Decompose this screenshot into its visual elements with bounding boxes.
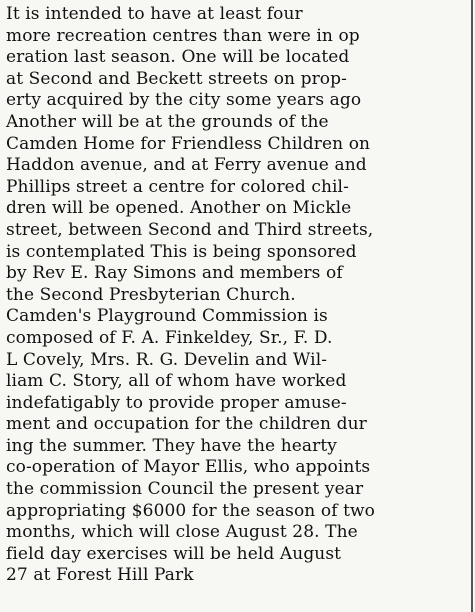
text-line: Another will be at the grounds of the bbox=[6, 111, 329, 132]
text-line: the Second Presbyterian Church. bbox=[6, 284, 296, 305]
paragraph-recreation-centres bbox=[6, 4, 466, 306]
text-line: at Second and Beckett streets on prop- bbox=[6, 68, 347, 89]
text-line: months, which will close August 28. The bbox=[6, 522, 358, 543]
text-line: by Rev E. Ray Simons and members of bbox=[6, 263, 343, 284]
text-line: It is intended to have at least four bbox=[6, 4, 303, 24]
text-line: liam C. Story, all of whom have worked bbox=[6, 371, 347, 392]
text-line: more recreation centres than were in op bbox=[6, 25, 360, 46]
paragraph-playground-commission bbox=[6, 306, 466, 587]
text-line: Phillips street a centre for colored chil- bbox=[6, 176, 349, 197]
text-line: eration last season. One will be located bbox=[6, 47, 350, 68]
text-line: ment and occupation for the children dur bbox=[6, 414, 367, 435]
text-line: composed of F. A. Finkeldey, Sr., F. D. bbox=[6, 327, 333, 348]
text-line: field day exercises will be held August bbox=[6, 543, 342, 564]
text-line: erty acquired by the city some years ago bbox=[6, 90, 362, 111]
text-line: indefatigably to provide proper amuse- bbox=[6, 392, 347, 413]
text-line: Camden's Playground Commission is bbox=[6, 306, 328, 327]
text-line: ing the summer. They have the hearty bbox=[6, 435, 338, 456]
text-line: Haddon avenue, and at Ferry avenue and bbox=[6, 155, 367, 176]
text-line: co-operation of Mayor Ellis, who appoints bbox=[6, 457, 371, 478]
text-line: the commission Council the present year bbox=[6, 479, 364, 500]
column-rule bbox=[471, 0, 473, 612]
text-line: Camden Home for Friendless Children on bbox=[6, 133, 371, 154]
article-text bbox=[6, 4, 466, 587]
text-line: 27 at Forest Hill Park bbox=[6, 565, 194, 586]
text-line: appropriating $6000 for the season of two bbox=[6, 500, 376, 521]
text-line: is contemplated This is being sponsored bbox=[6, 241, 357, 262]
text-line: street, between Second and Third streets, bbox=[6, 219, 374, 240]
text-line: dren will be opened. Another on Mickle bbox=[6, 198, 352, 219]
text-line: L Covely, Mrs. R. G. Develin and Wil- bbox=[6, 349, 328, 370]
